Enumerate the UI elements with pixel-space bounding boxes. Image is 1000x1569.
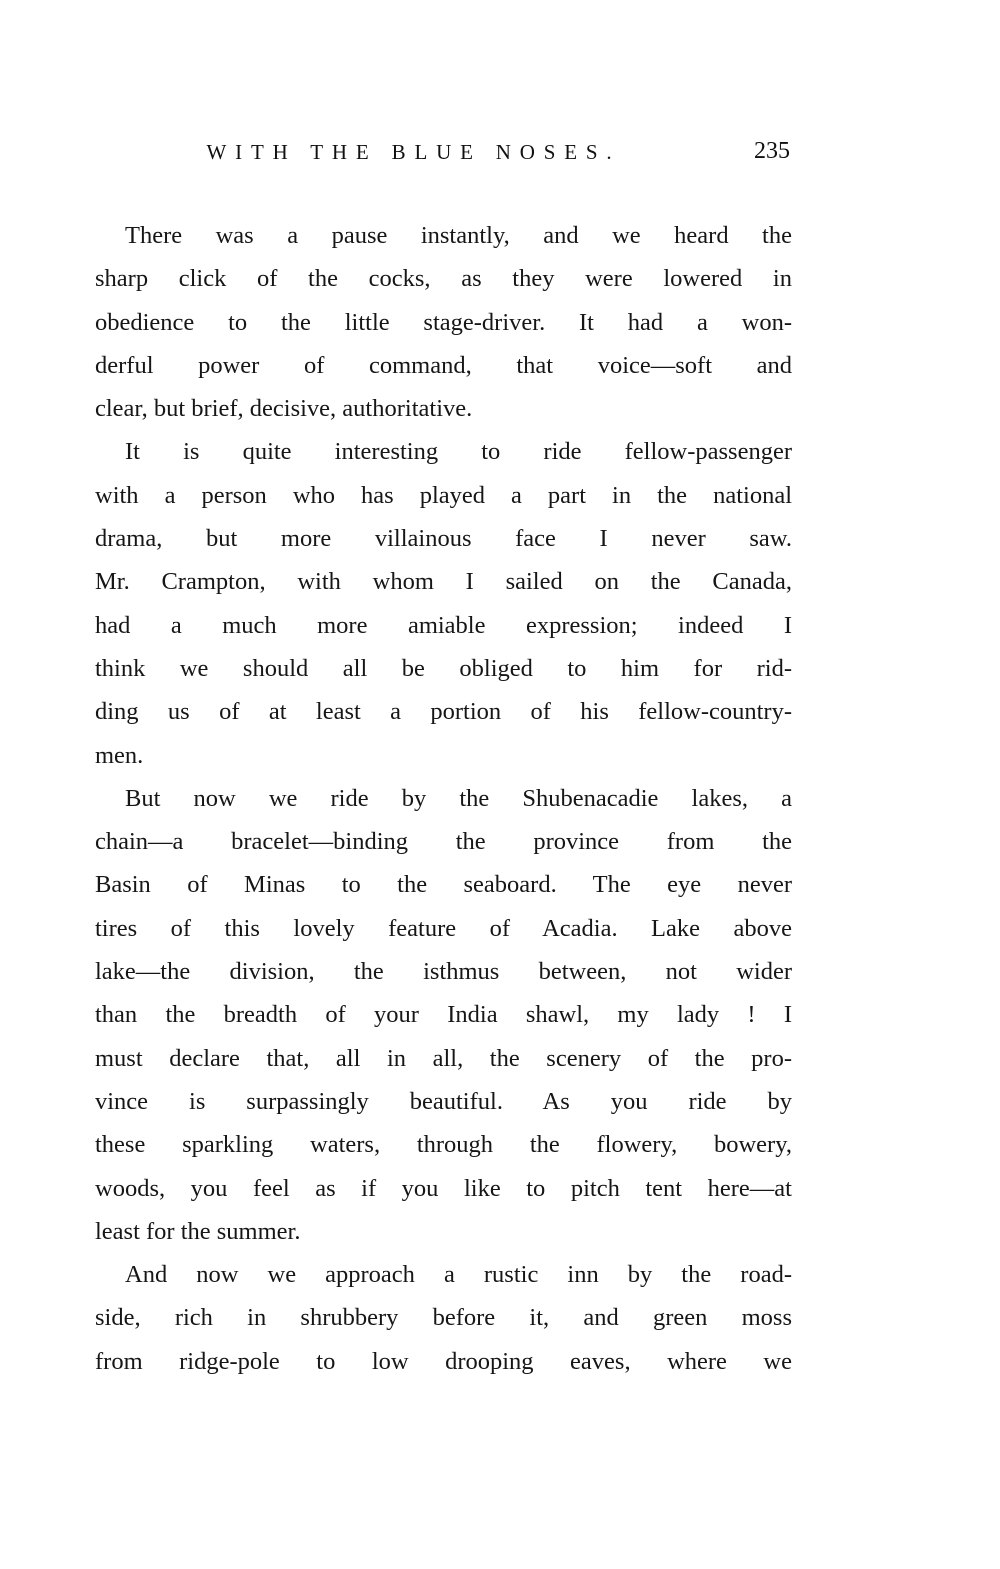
page-number: 235 — [754, 138, 790, 164]
text-line: drama, but more villainous face I never saw. — [95, 525, 792, 553]
text-line: chain—a bracelet—binding the province from the — [95, 828, 792, 856]
text-line: think we should all be obliged to him for rid- — [95, 654, 792, 682]
text-line: Basin of Minas to the seaboard. The eye never — [95, 871, 792, 899]
text-line: side, rich in shrubbery before it, and green moss — [95, 1304, 792, 1332]
text-line: tires of this lovely feature of Acadia. Lake above — [95, 914, 792, 942]
text-line: than the breadth of your India shawl, my lady ! I — [95, 1001, 792, 1029]
text-line: these sparkling waters, through the flowery, bowery, — [95, 1131, 792, 1159]
paragraph — [95, 430, 792, 776]
text-line: least for the summer. — [95, 1217, 301, 1245]
text-line: with a person who has played a part in the national — [95, 481, 792, 509]
paragraph — [95, 777, 792, 1253]
text-line: lake—the division, the isthmus between, not wider — [95, 958, 792, 986]
text-line: But now we ride by the Shubenacadie lakes, a — [125, 784, 792, 812]
text-line: There was a pause instantly, and we heard the — [125, 222, 792, 249]
text-line: vince is surpassingly beautiful. As you ride by — [95, 1087, 792, 1115]
page-header — [95, 140, 792, 186]
paragraph — [95, 214, 792, 430]
paragraph — [95, 1253, 792, 1383]
book-page — [95, 140, 792, 1383]
text-line: had a much more amiable expression; indeed I — [95, 611, 792, 639]
text-line: sharp click of the cocks, as they were lowered in — [95, 265, 792, 293]
text-line: obedience to the little stage-driver. It had a won- — [95, 308, 792, 336]
text-line: derful power of command, that voice—soft and — [95, 351, 792, 379]
text-line: Mr. Crampton, with whom I sailed on the Canada, — [95, 568, 792, 596]
text-line: And now we approach a rustic inn by the road- — [125, 1261, 792, 1289]
text-line: clear, but brief, decisive, authoritative. — [95, 395, 473, 423]
text-line: must declare that, all in all, the scenery of the pro- — [95, 1044, 792, 1072]
text-line: men. — [95, 741, 144, 769]
text-line: ding us of at least a portion of his fellow-country- — [95, 698, 792, 726]
text-line: It is quite interesting to ride fellow-passenger — [125, 438, 792, 466]
running-head-title: WITH THE BLUE NOSES. — [206, 140, 621, 164]
text-line: from ridge-pole to low drooping eaves, where we — [95, 1347, 792, 1375]
text-line: woods, you feel as if you like to pitch tent here—at — [95, 1174, 792, 1202]
